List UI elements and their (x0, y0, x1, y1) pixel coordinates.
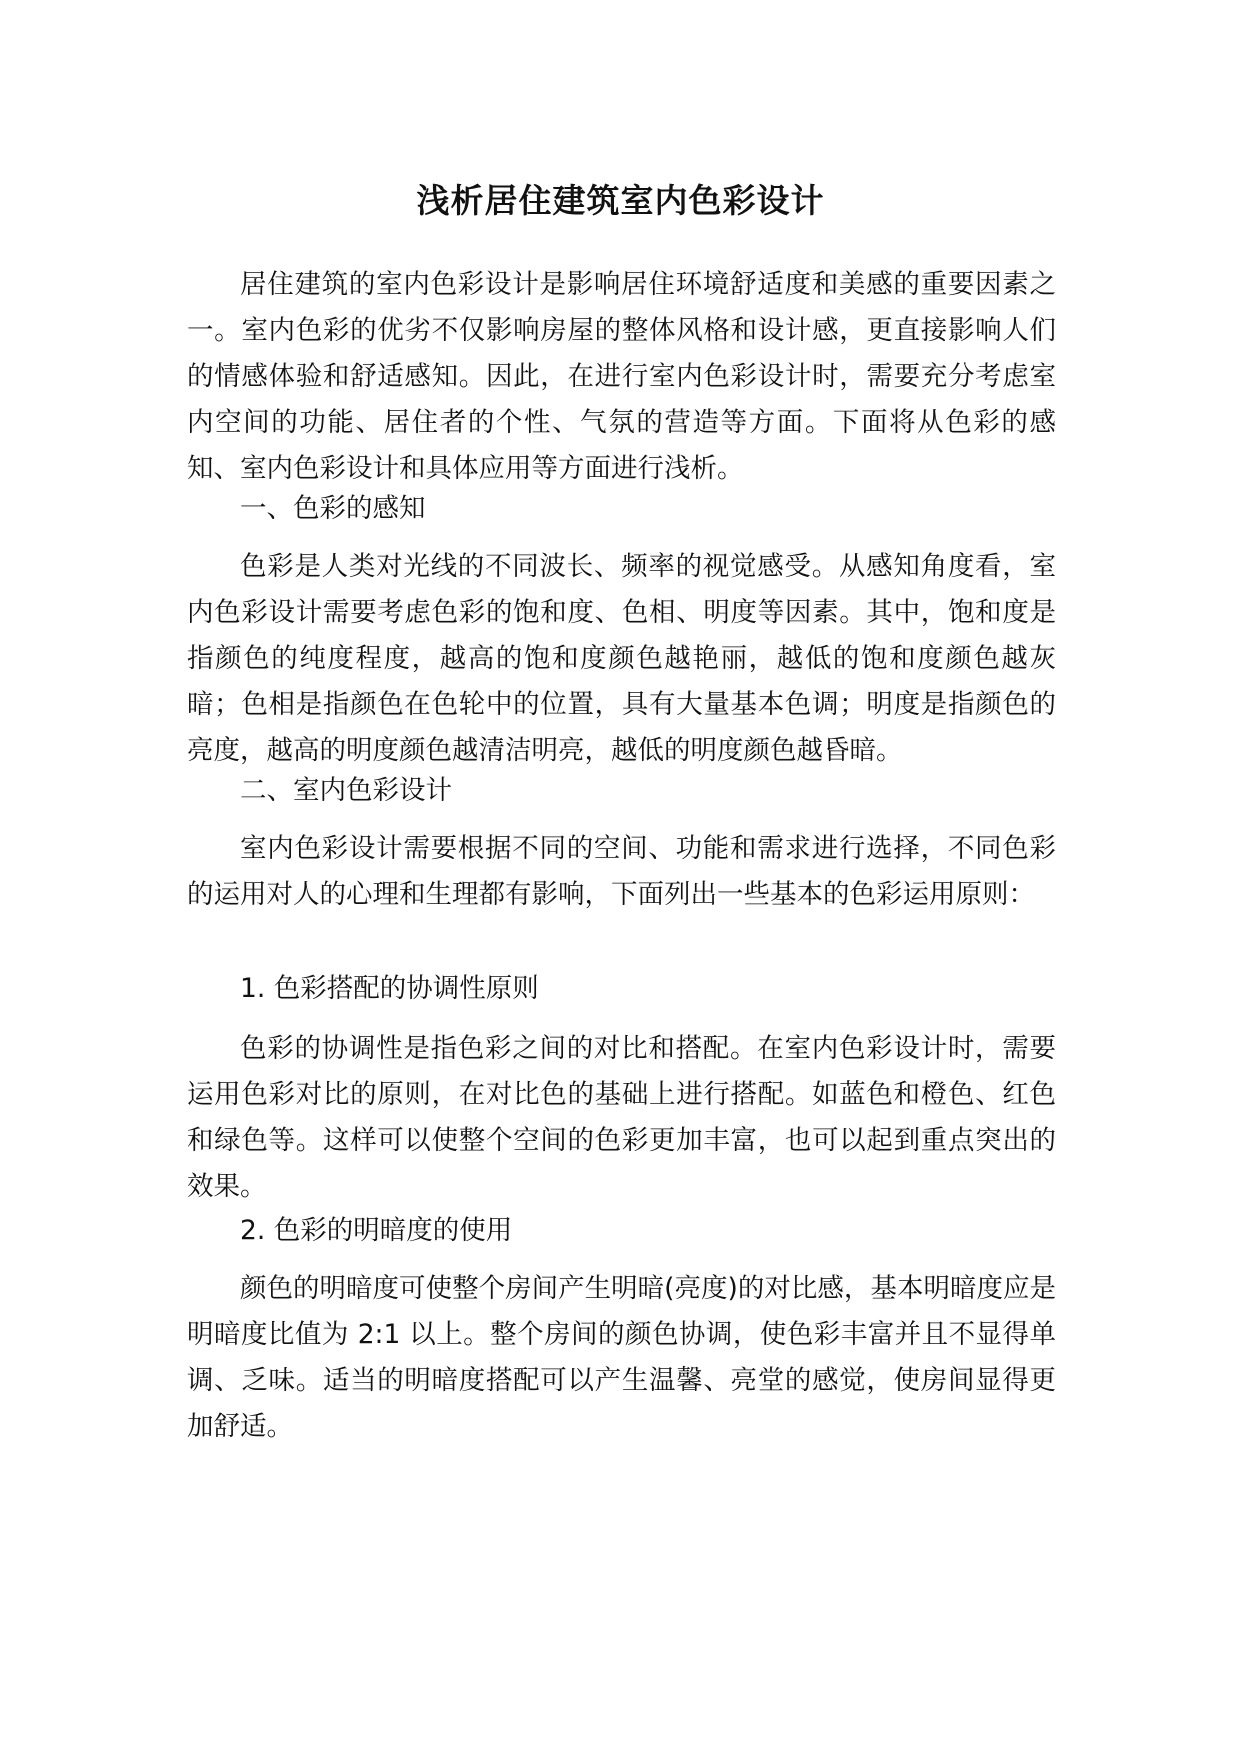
section-paragraph-color-perception: 色彩是人类对光线的不同波长、频率的视觉感受。从感知角度看，室内色彩设计需要考虑色彩的饱和度、色相、明度等因素。其中，饱和度是指颜色的纯度程度，越高的饱和度颜色越艳丽，越低的饱和度颜色越灰暗；色相是指颜色在色轮中的位置，具有大量基本色调；明度是指颜色的亮度，越高的明度颜色越清洁明亮，越低的明度颜色越昏暗。 (187, 551, 1056, 766)
subheading-brightness-usage: 2. 色彩的明暗度的使用 (240, 1215, 513, 1246)
section-heading-color-perception: 一、色彩的感知 (240, 493, 426, 524)
paragraph-brightness-usage: 颜色的明暗度可使整个房间产生明暗(亮度)的对比感，基本明暗度应是明暗度比值为 2:1 以上。整个房间的颜色协调，使色彩丰富并且不显得单调、乏味。适当的明暗度搭配可以产生温馨、亮堂的感觉，使房间显得更加舒适。 (187, 1273, 1056, 1442)
section-paragraph-interior-color-design: 室内色彩设计需要根据不同的空间、功能和需求进行选择，不同色彩的运用对人的心理和生理都有影响，下面列出一些基本的色彩运用原则： (187, 833, 1056, 910)
document-title: 浅析居住建筑室内色彩设计 (416, 181, 825, 220)
paragraph-harmony-principle: 色彩的协调性是指色彩之间的对比和搭配。在室内色彩设计时，需要运用色彩对比的原则，在对比色的基础上进行搭配。如蓝色和橙色、红色和绿色等。这样可以使整个空间的色彩更加丰富，也可以起到重点突出的效果。 (187, 1033, 1056, 1202)
section-heading-interior-color-design: 二、室内色彩设计 (240, 775, 452, 806)
intro-paragraph: 居住建筑的室内色彩设计是影响居住环境舒适度和美感的重要因素之一。室内色彩的优劣不仅影响房屋的整体风格和设计感，更直接影响人们的情感体验和舒适感知。因此，在进行室内色彩设计时，需要充分考虑室内空间的功能、居住者的个性、气氛的营造等方面。下面将从色彩的感知、室内色彩设计和具体应用等方面进行浅析。 (187, 269, 1056, 484)
subheading-harmony-principle: 1. 色彩搭配的协调性原则 (240, 973, 539, 1004)
